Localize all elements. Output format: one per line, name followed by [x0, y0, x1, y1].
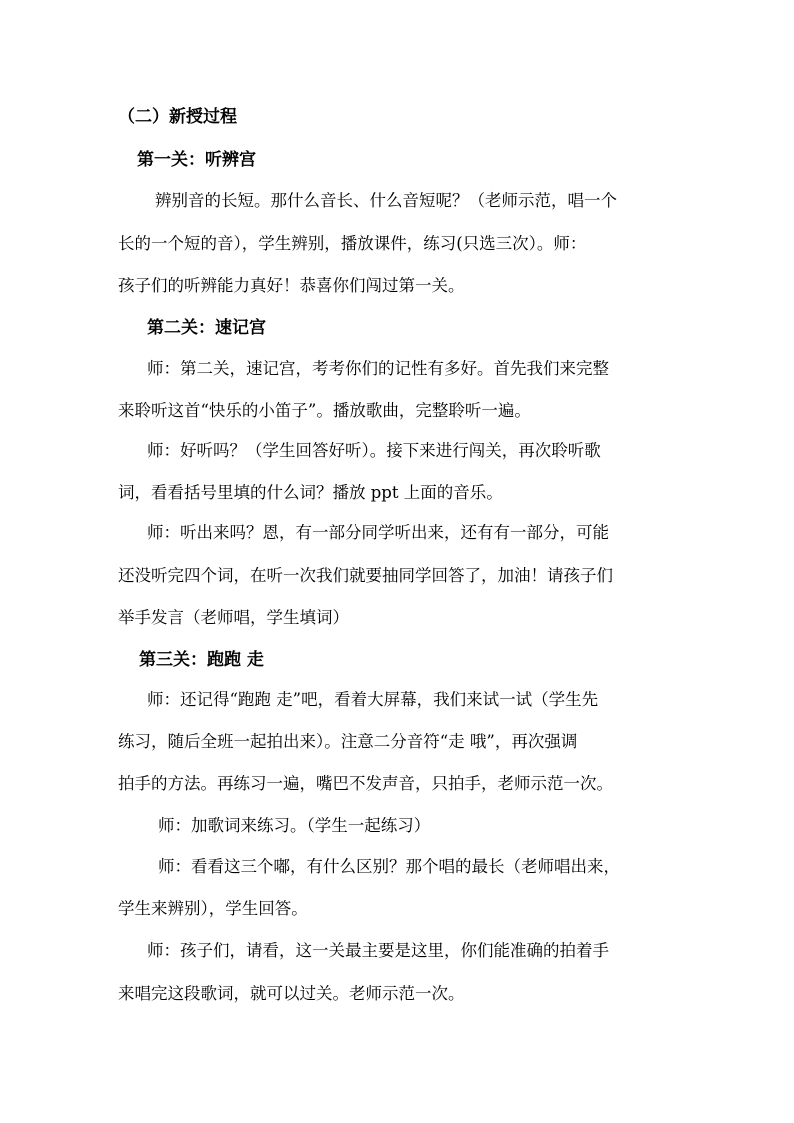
level2-p1-line-2: 来聆听这首“快乐的小笛子”。播放歌曲，完整聆听一遍。	[118, 401, 531, 420]
level3-p4-line-1: 师：孩子们，请看，这一关最主要是这里，你们能准确的拍着手	[147, 941, 609, 960]
level1-line-1: 辨别音的长短。那什么音长、什么音短呢？（老师示范，唱一个	[155, 191, 617, 210]
level1-line-2: 长的一个短的音），学生辨别，播放课件，练习(只选三次）。师：	[118, 234, 587, 253]
level3-p1-line-2: 练习，随后全班一起拍出来）。注意二分音符“走 哦”，再次强调	[118, 732, 578, 751]
level2-p2-line-1: 师：好听吗？（学生回答好听）。接下来进行闯关，再次聆听歌	[147, 441, 601, 460]
level3-p3-line-1: 师：看看这三个嘟，有什么区别？那个唱的最长（老师唱出来，	[158, 857, 620, 876]
level3-p1-line-3: 拍手的方法。再练习一遍，嘴巴不发声音，只拍手，老师示范一次。	[118, 774, 613, 793]
level1-line-3: 孩子们的听辨能力真好！恭喜你们闯过第一关。	[118, 276, 465, 295]
level2-p3-line-1: 师：听出来吗？恩，有一部分同学听出来，还有有一部分，可能	[147, 523, 609, 542]
level2-p1-line-1: 师：第二关，速记宫，考考你们的记性有多好。首先我们来完整	[147, 359, 609, 378]
level1-title: 第一关：听辨宫	[137, 150, 256, 170]
level3-p3-line-2: 学生来辨别），学生回答。	[118, 899, 308, 918]
level3-p1-line-1: 师：还记得“跑跑 走”吧，看着大屏幕，我们来试一试（学生先	[147, 690, 599, 709]
level2-p3-line-2: 还没听完四个词，在听一次我们就要抽同学回答了，加油！请孩子们	[118, 566, 613, 585]
level2-p2-line-2: 词，看看括号里填的什么词？播放 ppt 上面的音乐。	[118, 483, 503, 502]
level3-title: 第三关：跑跑 走	[139, 650, 264, 670]
section-title: （二）新授过程	[118, 107, 237, 127]
level2-title: 第二关：速记宫	[147, 318, 266, 338]
level2-p3-line-3: 举手发言（老师唱，学生填词）	[118, 608, 349, 627]
level3-p4-line-2: 来唱完这段歌词，就可以过关。老师示范一次。	[118, 984, 465, 1003]
level3-p2-line-1: 师：加歌词来练习。（学生一起练习）	[158, 816, 431, 835]
